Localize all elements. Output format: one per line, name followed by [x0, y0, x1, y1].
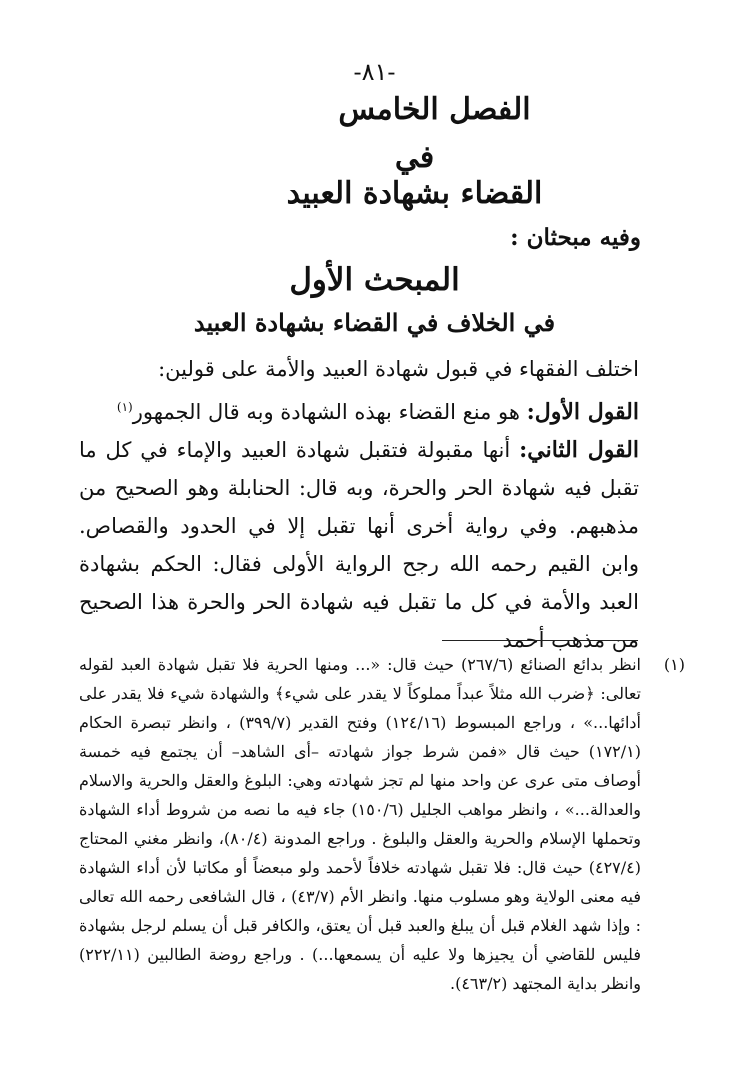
section-subtitle: في الخلاف في القضاء بشهادة العبيد — [193, 308, 556, 337]
chapter-intro: وفيه مبحثان : — [510, 224, 641, 251]
first-opinion-label: القول الأول: — [526, 399, 639, 425]
footnotes — [79, 650, 685, 998]
intro-paragraph: اختلف الفقهاء في قبول شهادة العبيد والأمة على قولين: — [158, 357, 639, 381]
first-opinion — [79, 388, 639, 431]
footnote-marker: (١) — [663, 655, 685, 674]
first-opinion-text: هو منع القضاء بهذه الشهادة وبه قال الجمهور — [132, 400, 520, 424]
second-opinion-label: القول الثاني: — [519, 437, 640, 463]
footnote-divider — [442, 640, 638, 641]
page-number: -٨١- — [353, 58, 396, 86]
chapter-subject: القضاء بشهادة العبيد — [286, 176, 543, 211]
second-opinion-text: أنها مقبولة فتقبل شهادة العبيد والإماء في كل ما تقبل فيه شهادة الحر والحرة، وبه قال: الحنابلة وهو الصحيح من مذهبهم. وفي رواية أخرى أنها تقبل إلا في الحدود والقصاص. وابن القيم رحمه الله رجح الرواية الأولى فقال: الحكم بشهادة العبد والأمة في كل ما تقبل فيه شهادة الحر والحرة هذا الصحيح من مذهب أحمد — [79, 438, 639, 652]
chapter-in: في — [394, 140, 435, 175]
body-text — [79, 350, 639, 659]
footnote-ref[interactable]: (١) — [116, 400, 133, 414]
second-opinion — [79, 431, 639, 659]
chapter-title: الفصل الخامس — [338, 92, 531, 127]
section-title: المبحث الأول — [289, 262, 460, 298]
footnote-text: انظر بدائع الصنائع (٢٦٧/٦) حيث قال: «... ومنها الحرية فلا تقبل شهادة العبد لقوله تعالى: ﴿ضرب الله مثلاً عبداً مملوكاً لا يقدر على شيء﴾ والشهادة شيء فلا يقدر على أدائها...» ، وراجع المبسوط (١٢٤/١٦) وفتح القدير (٣٩٩/٧) ، وانظر تبصرة الحكام (١٧٢/١) حيث قال «فمن شرط جواز شهادته –أى الشاهد– أن يجتمع فيه خمسة أوصاف متى عرى عن واحد منها لم تجز شهادته وهي: البلوغ والعقل والحرية والاسلام والعدالة...» ، وانظر مواهب الجليل (١٥٠/٦) جاء فيه ما نصه من شروط أداء الشهادة وتحملها الإسلام والحرية والعقل والبلوغ . وراجع المدونة (٨٠/٤)، وانظر مغني المحتاج (٤٢٧/٤) حيث قال: فلا تقبل شهادته خلافاً لأحمد ولو مبعضاً أو مكاتبا لأن أداء الشهادة فيه معنى الولاية وهو مسلوب منها. وانظر الأم (٤٣/٧) ، قال الشافعى رحمه الله تعالى : وإذا شهد الغلام قبل أن يبلغ والعبد قبل أن يعتق، والكافر قبل أن يسلم لرجل بشهادة فليس للقاضي أن يجيزها ولا عليه أن يسمعها...) . وراجع روضة الطالبين (٢٢٢/١١) وانظر بداية المجتهد (٤٦٣/٢). — [79, 655, 642, 993]
